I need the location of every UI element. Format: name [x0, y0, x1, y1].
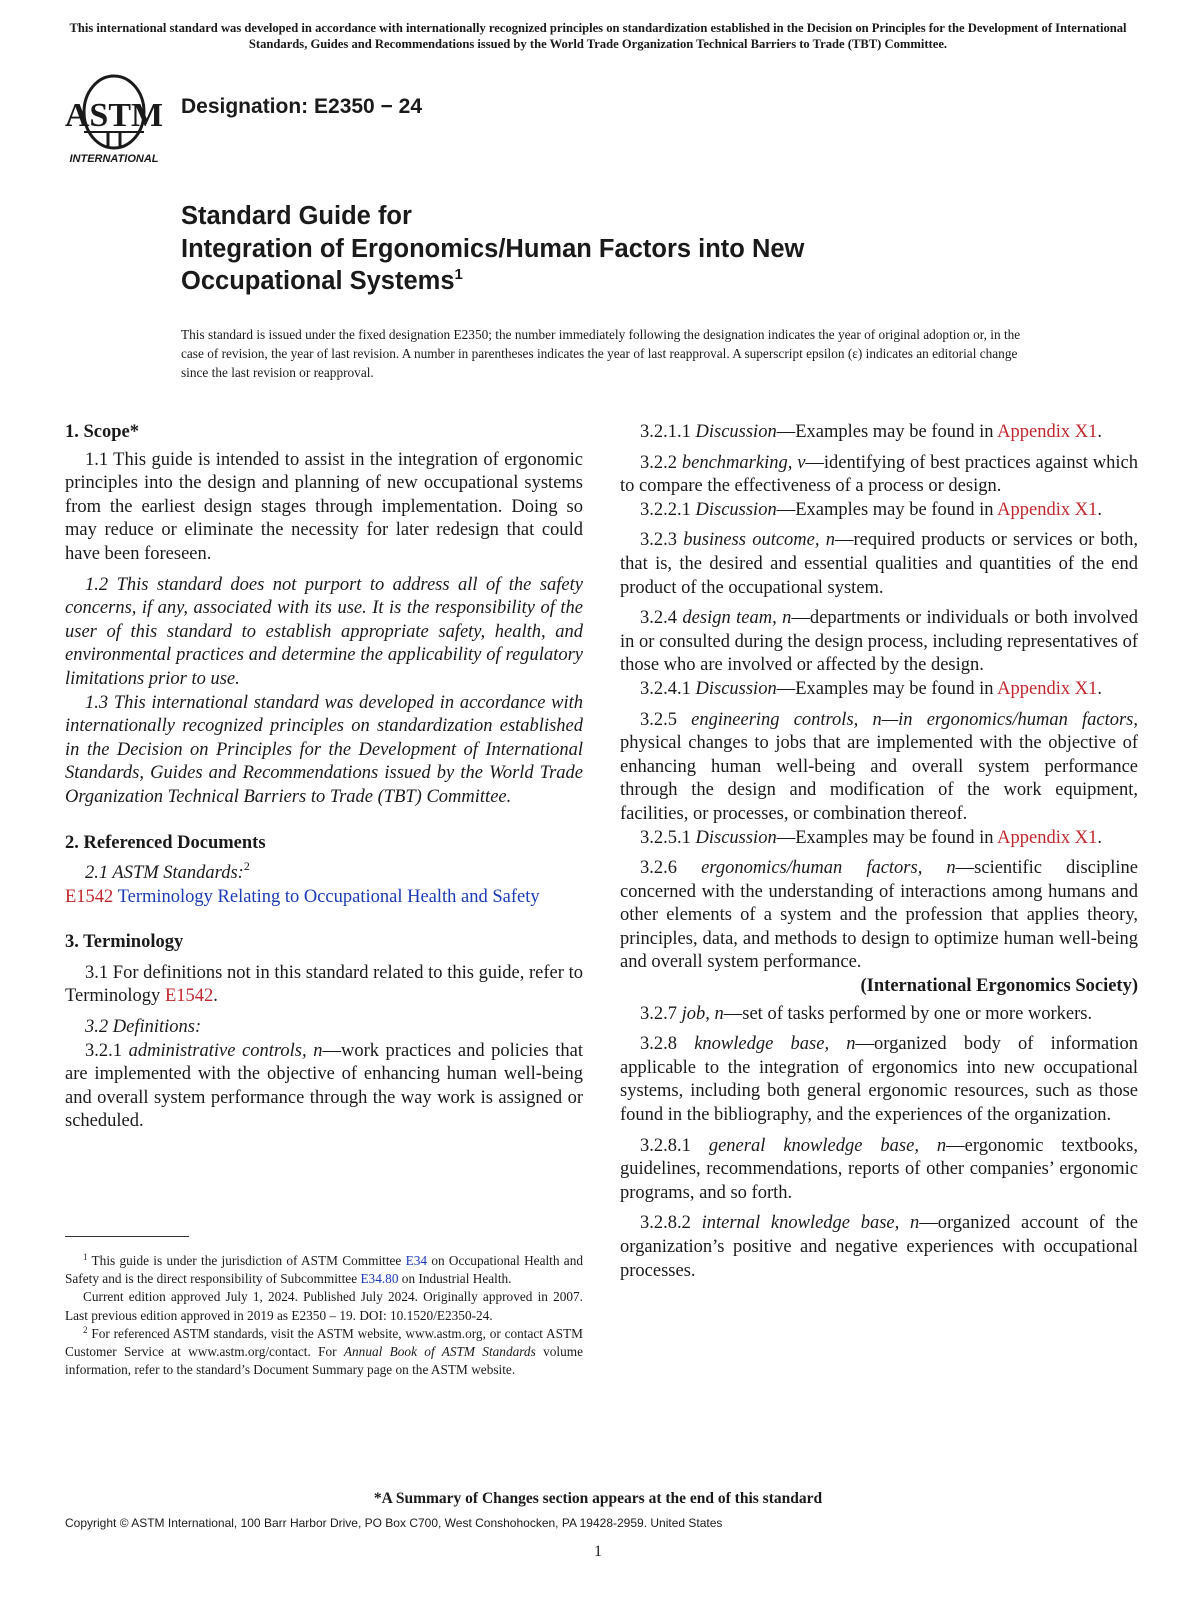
- reference-code-link[interactable]: E1542: [65, 886, 114, 907]
- def-num: 3.2.7: [640, 1003, 682, 1024]
- def-num: 3.2.5: [640, 709, 692, 730]
- def-num: 3.2.4: [640, 608, 683, 629]
- footnote-divider: [65, 1236, 189, 1237]
- e34-link[interactable]: E34: [405, 1253, 428, 1268]
- def-num: 3.2.1.1: [640, 422, 696, 442]
- logo-caption: INTERNATIONAL: [69, 153, 159, 165]
- def-term: design team, n: [682, 608, 792, 629]
- reference-title-link[interactable]: Terminology Relating to Occupational Health and Safety: [117, 886, 540, 907]
- def-term: Discussion: [695, 827, 777, 848]
- def-3-2-1: [65, 1040, 583, 1134]
- title-line-3: Occupational Systems: [181, 267, 455, 295]
- appendix-x1-link[interactable]: Appendix X1: [997, 827, 1098, 848]
- e1542-link[interactable]: E1542: [164, 986, 214, 1007]
- para-3-2: [65, 1016, 583, 1040]
- def-num: 3.2.8.1: [640, 1135, 709, 1156]
- def-term: knowledge base, n: [694, 1034, 856, 1055]
- def-3-2-5: [620, 709, 1138, 827]
- designation: Designation: E2350 − 24: [181, 95, 423, 118]
- def-text: —Examples may be found in: [776, 827, 998, 848]
- def-text: —set of tasks performed by one or more workers.: [723, 1003, 1093, 1024]
- para-2-1-mark: 2: [243, 859, 250, 874]
- section-1-heading: 1. Scope*: [65, 422, 139, 442]
- def-num: 3.2.5.1: [640, 827, 696, 848]
- document-title: [181, 200, 804, 298]
- def-source: (International Ergonomics Society): [860, 976, 1138, 997]
- def-3-2-8-2: [620, 1212, 1138, 1283]
- def-term: business outcome, n: [683, 530, 835, 551]
- footnote-2-text-a: For referenced ASTM standards, visit the ASTM website, www.astm.org, or contact ASTM Customer Service at www.astm.org/contact. For: [65, 1325, 584, 1360]
- def-end: .: [1097, 499, 1102, 520]
- para-1-2: 1.2 This standard does not purport to address all of the safety concerns, if any, associated with its use. It is the responsibility of the user of this standard to establish appropriate safety, health, and environmental practices and determine the applicability of regulatory limitations prior to use.: [65, 574, 583, 689]
- def-text: —Examples may be found in: [776, 678, 998, 699]
- footnote-2: [65, 1325, 583, 1380]
- def-term: benchmarking, v: [681, 452, 806, 473]
- def-term: Discussion: [695, 499, 777, 520]
- footnote-1-mark: 1: [83, 1252, 88, 1262]
- copyright-line: Copyright © ASTM International, 100 Barr Harbor Drive, PO Box C700, West Conshohocken, PA 19428-2959. United States: [65, 1516, 723, 1530]
- def-num: 3.2.4.1: [640, 678, 696, 699]
- para-1-3: 1.3 This international standard was developed in accordance with internationally recognized principles on standardization established in the Decision on Principles for the Development of International Standards, Guides and Recommendations issued by the World Trade Organization Technical Barriers to Trade (TBT) Committee.: [65, 692, 583, 807]
- footnotes: [65, 1252, 583, 1379]
- footnote-edition: Current edition approved July 1, 2024. Published July 2024. Originally approved in 2007. Last previous edition approved in 2019 as E2350 – 19. DOI: 10.1520/E2350-24.: [65, 1289, 583, 1323]
- def-3-2-2: [620, 452, 1138, 499]
- def-term: Discussion: [695, 678, 777, 699]
- def-3-2-1-1: [620, 421, 1138, 445]
- left-column: [65, 421, 583, 1134]
- appendix-x1-link[interactable]: Appendix X1: [997, 499, 1098, 520]
- def-3-2-1-term: administrative controls, n: [128, 1040, 323, 1061]
- def-3-2-2-1: [620, 499, 1138, 523]
- def-term: general knowledge base, n: [708, 1135, 947, 1156]
- def-3-2-6: [620, 857, 1138, 975]
- def-end: .: [1097, 827, 1102, 848]
- def-3-2-8: [620, 1033, 1138, 1127]
- def-num: 3.2.3: [640, 530, 684, 551]
- para-3-1-end: .: [213, 986, 218, 1007]
- footnote-1: [65, 1252, 583, 1288]
- para-3-1: [65, 962, 583, 1009]
- def-end: .: [1097, 678, 1102, 699]
- def-term: job, n: [681, 1003, 724, 1024]
- issued-note: This standard is issued under the fixed designation E2350; the number immediately following the designation indicates the year of original adoption or, in the case of revision, the year of last revision. A number in parentheses indicates the year of last reapproval. A superscript epsilon (ε) indicates an editorial change since the last revision or reapproval.: [181, 327, 1021, 380]
- def-3-2-1-num: 3.2.1: [85, 1040, 129, 1061]
- footnote-2-mark: 2: [83, 1324, 88, 1335]
- def-text: —Examples may be found in: [776, 499, 998, 520]
- appendix-x1-link[interactable]: Appendix X1: [997, 678, 1098, 699]
- trade-notice: This international standard was developed in accordance with internationally recognized principles on standardization established in the Decision on Principles for the Development of International Standards, Guides and Recommendations issued by the World Trade Organization Technical Barriers to Trade (TBT) Committee.: [69, 21, 1127, 51]
- def-term: ergonomics/human factors, n: [701, 858, 956, 879]
- footnote-2-italic: Annual Book of ASTM Standards: [343, 1344, 536, 1360]
- footnote-1-text-a: This guide is under the jurisdiction of ASTM Committee: [91, 1253, 406, 1268]
- section-3-heading: 3. Terminology: [65, 932, 184, 953]
- para-3-1-text: 3.1 For definitions not in this standard related to this guide, refer to Terminology: [65, 962, 583, 1007]
- def-3-2-3: [620, 529, 1138, 600]
- def-num: 3.2.6: [640, 858, 702, 879]
- def-text: —identifying of best practices against which to compare the effectiveness of a process or design.: [620, 452, 1139, 497]
- def-term: engineering controls, n—in ergonomics/human factors: [691, 709, 1134, 730]
- e34-80-link[interactable]: E34.80: [360, 1271, 399, 1287]
- def-num: 3.2.2.1: [640, 499, 696, 520]
- title-line-1: Standard Guide for: [181, 202, 412, 230]
- def-num: 3.2.2: [640, 452, 682, 473]
- def-term: internal knowledge base, n: [701, 1213, 920, 1234]
- def-3-2-7: [620, 1003, 1138, 1027]
- def-3-2-1-text: —work practices and policies that are implemented with the objective of enhancing human well-being and overall system performance through the way work is assigned or scheduled.: [65, 1040, 584, 1132]
- def-text: —ergonomic textbooks, guidelines, recommendations, reports of other companies’ ergonomic programs, and so forth.: [620, 1135, 1138, 1203]
- def-text: —scientific discipline concerned with the understanding of interactions among humans and other elements of a system and the profession that applies theory, principles, data, and methods to design to optimize human well-being and overall system performance.: [620, 858, 1138, 973]
- page-number: 1: [594, 1543, 602, 1560]
- footnote-1-text-b: on Occupational Health and Safety and is the direct responsibility of Subcommittee: [65, 1253, 583, 1287]
- para-2-1: [65, 859, 583, 886]
- def-text: , physical changes to jobs that are implemented with the objective of enhancing human well-being and overall system performance through the design and modification of the work equipment, facilities, or processes, or combination thereof.: [620, 709, 1139, 824]
- appendix-x1-link[interactable]: Appendix X1: [997, 422, 1098, 442]
- def-text: —Examples may be found in: [776, 422, 998, 442]
- astm-logo: [64, 70, 168, 166]
- def-num: 3.2.8: [640, 1034, 695, 1055]
- right-column: [620, 421, 1138, 1283]
- def-end: .: [1097, 422, 1102, 442]
- def-3-2-4: [620, 607, 1138, 678]
- footnote-2-text-b: volume information, refer to the standard’s Document Summary page on the ASTM website.: [65, 1344, 583, 1378]
- reference-e1542[interactable]: [65, 886, 583, 910]
- def-3-2-8-1: [620, 1135, 1138, 1206]
- summary-of-changes-note: *A Summary of Changes section appears at the end of this standard: [373, 1490, 823, 1507]
- footnote-1-text-c: on Industrial Health.: [398, 1271, 512, 1287]
- def-num: 3.2.8.2: [640, 1213, 702, 1234]
- def-text: —required products or services or both, that is, the desired and essential qualities and quantities of the end product of the occupational system.: [620, 530, 1139, 598]
- logo-letters: ASTM: [64, 97, 164, 134]
- def-text: —organized body of information applicable to the integration of ergonomics into new occupational systems, including both general ergonomic resources, such as those found in the bibliography, and the experiences of the organization.: [620, 1034, 1139, 1126]
- def-term: Discussion: [695, 422, 777, 442]
- section-2-heading: 2. Referenced Documents: [65, 832, 266, 853]
- def-text: —departments or individuals or both involved in or consulted during the design process, including representatives of those who are involved or affected by the design.: [620, 608, 1139, 676]
- para-1-1: 1.1 This guide is intended to assist in the integration of ergonomic principles into the design and planning of new occupational systems from the earliest design stages through implementation. Doing so may reduce or eliminate the necessity for later redesign that could have been foreseen.: [65, 449, 583, 564]
- title-line-2: Integration of Ergonomics/Human Factors into New: [181, 234, 805, 263]
- def-text: —organized account of the organization’s positive and negative experiences with occupational processes.: [620, 1213, 1138, 1281]
- astm-standards-label: 2.1 ASTM Standards:: [85, 863, 244, 884]
- title-footnote-mark: 1: [454, 266, 463, 283]
- def-3-2-5-1: [620, 827, 1138, 851]
- def-3-2-4-1: [620, 678, 1138, 702]
- definitions-label: 3.2 Definitions:: [85, 1017, 202, 1038]
